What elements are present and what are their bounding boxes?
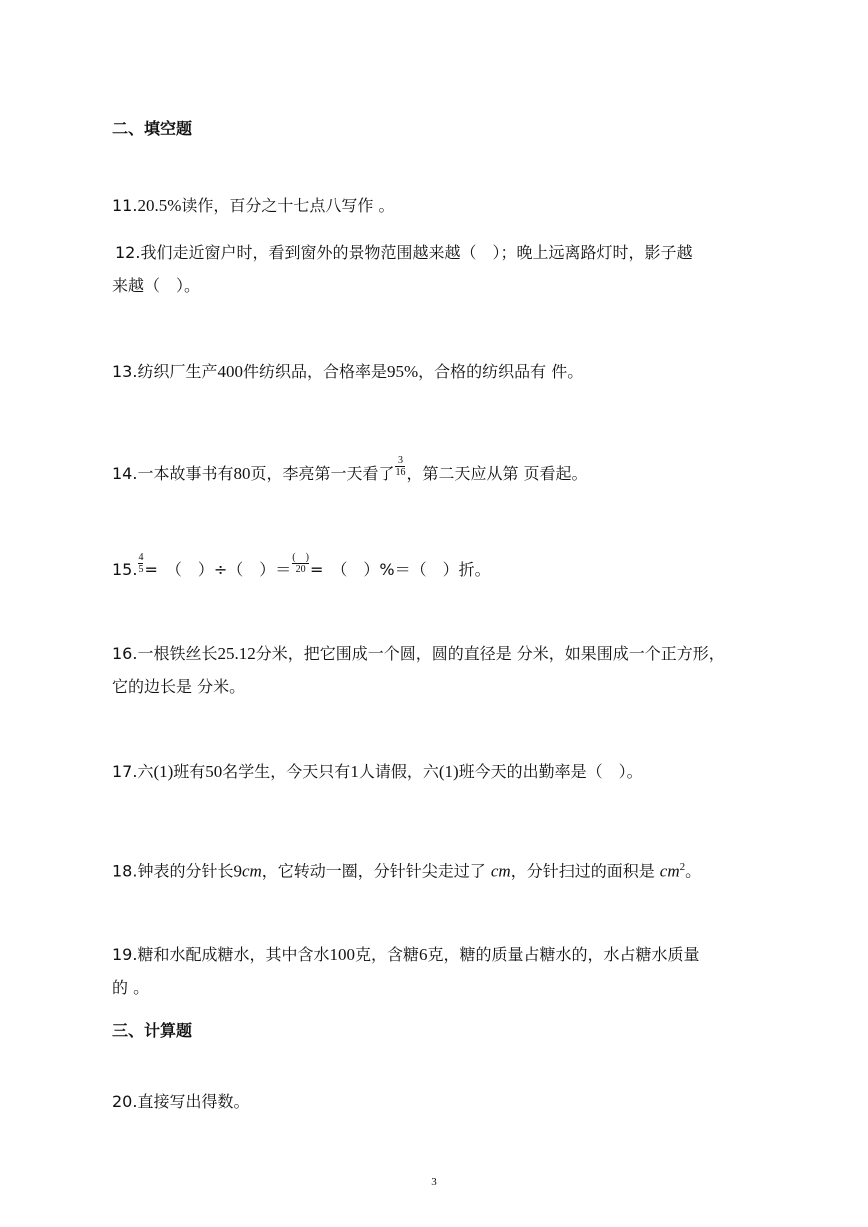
q14-fraction bbox=[395, 455, 405, 478]
q17-text-e: 班今天的出勤率是（ ）。 bbox=[458, 762, 643, 781]
question-13 bbox=[112, 362, 583, 382]
q16-text-b: 分米，把它围成一个圆，圆的直径是 分米，如果围成一个正方形， bbox=[255, 644, 725, 663]
q16-number: 25.12 bbox=[217, 644, 256, 663]
q18-text-b: ，它转动一圈，分针针尖走过了 bbox=[261, 861, 491, 881]
question-16-line1 bbox=[112, 644, 725, 664]
q13-text-c: ，合格的纺织品有 件。 bbox=[418, 362, 584, 381]
q18-unit-1: cm bbox=[241, 861, 262, 881]
q18-superscript: 2 bbox=[679, 861, 686, 873]
q14-number: 80 bbox=[233, 464, 251, 483]
question-19-line1 bbox=[112, 945, 699, 965]
q17-class-2: (1) bbox=[438, 762, 459, 781]
q15-fraction-1-numerator: 4 bbox=[138, 552, 144, 563]
q18-number: 9 bbox=[233, 861, 242, 881]
q15-number: 15. bbox=[112, 560, 138, 579]
q18-text-a: 18.钟表的分针长 bbox=[112, 861, 234, 881]
q15-fraction-1 bbox=[138, 552, 143, 575]
q14-text-c: ，第二天应从第 页看起。 bbox=[406, 464, 588, 483]
question-18 bbox=[112, 857, 701, 881]
q17-text-d: 人请假，六 bbox=[358, 762, 439, 781]
question-15 bbox=[112, 552, 491, 582]
q19-text-a: 19.糖和水配成糖水，其中含水 bbox=[112, 945, 330, 964]
question-14 bbox=[112, 455, 588, 486]
q18-text-d: 。 bbox=[685, 861, 702, 881]
q17-number-2: 1 bbox=[350, 762, 359, 781]
question-16-line2: 它的边长是 分米。 bbox=[112, 677, 246, 696]
q13-text-b: 件纺织品，合格率是 bbox=[242, 362, 387, 381]
q11-text: 读作，百分之十七点八写作 。 bbox=[181, 196, 395, 215]
q17-text-c: 名学生，今天只有 bbox=[222, 762, 351, 781]
q16-text-a: 16.一根铁丝长 bbox=[112, 644, 218, 663]
q17-class-1: (1) bbox=[153, 762, 174, 781]
q18-unit-3: cm bbox=[659, 861, 680, 881]
q13-text-a: 13.纺织厂生产 bbox=[112, 362, 218, 381]
q15-text-c: = （ ）%＝（ ）折。 bbox=[309, 560, 491, 579]
q18-unit-2: cm bbox=[490, 861, 511, 881]
q11-number: 11. bbox=[112, 196, 138, 215]
q14-text-b: 页，李亮第一天看了 bbox=[250, 464, 395, 483]
q19-number-2: 6 bbox=[418, 945, 428, 964]
question-19-line2: 的 。 bbox=[112, 978, 150, 997]
q17-text-a: 17.六 bbox=[112, 762, 154, 781]
q14-text-a: 14.一本故事书有 bbox=[112, 464, 234, 483]
q13-number-2: 95% bbox=[386, 362, 419, 381]
q15-fraction-1-denominator: 5 bbox=[138, 564, 144, 575]
question-12-line1: 12.我们走近窗户时，看到窗外的景物范围越来越（ ）；晚上远离路灯时，影子越 bbox=[115, 243, 693, 262]
q14-fraction-denominator: 16 bbox=[395, 467, 406, 478]
question-20: 20.直接写出得数。 bbox=[112, 1092, 250, 1111]
q11-value: 20.5% bbox=[137, 196, 182, 215]
page-number: 3 bbox=[431, 1176, 437, 1188]
q19-number-1: 100 bbox=[329, 945, 355, 964]
question-17 bbox=[112, 762, 643, 782]
q15-fraction-2 bbox=[292, 552, 309, 575]
q15-text-b: = （ ）÷（ ）＝ bbox=[144, 560, 292, 579]
question-11 bbox=[112, 196, 394, 216]
question-12-line2: 来越（ ）。 bbox=[112, 276, 201, 295]
q15-fraction-2-numerator: ( ) bbox=[292, 552, 309, 563]
q19-text-b: 克，含糖 bbox=[354, 945, 419, 964]
q17-number-1: 50 bbox=[205, 762, 223, 781]
q14-fraction-numerator: 3 bbox=[397, 455, 403, 466]
q13-number-1: 400 bbox=[217, 362, 243, 381]
section-3-heading: 三、计算题 bbox=[112, 1021, 193, 1040]
q19-text-c: 克，糖的质量占糖水的，水占糖水质量 bbox=[427, 945, 700, 964]
q15-fraction-2-denominator: 20 bbox=[295, 564, 306, 575]
section-2-heading: 二、填空题 bbox=[112, 119, 193, 138]
q18-text-c: ，分针扫过的面积是 bbox=[510, 861, 660, 881]
q17-text-b: 班有 bbox=[173, 762, 206, 781]
